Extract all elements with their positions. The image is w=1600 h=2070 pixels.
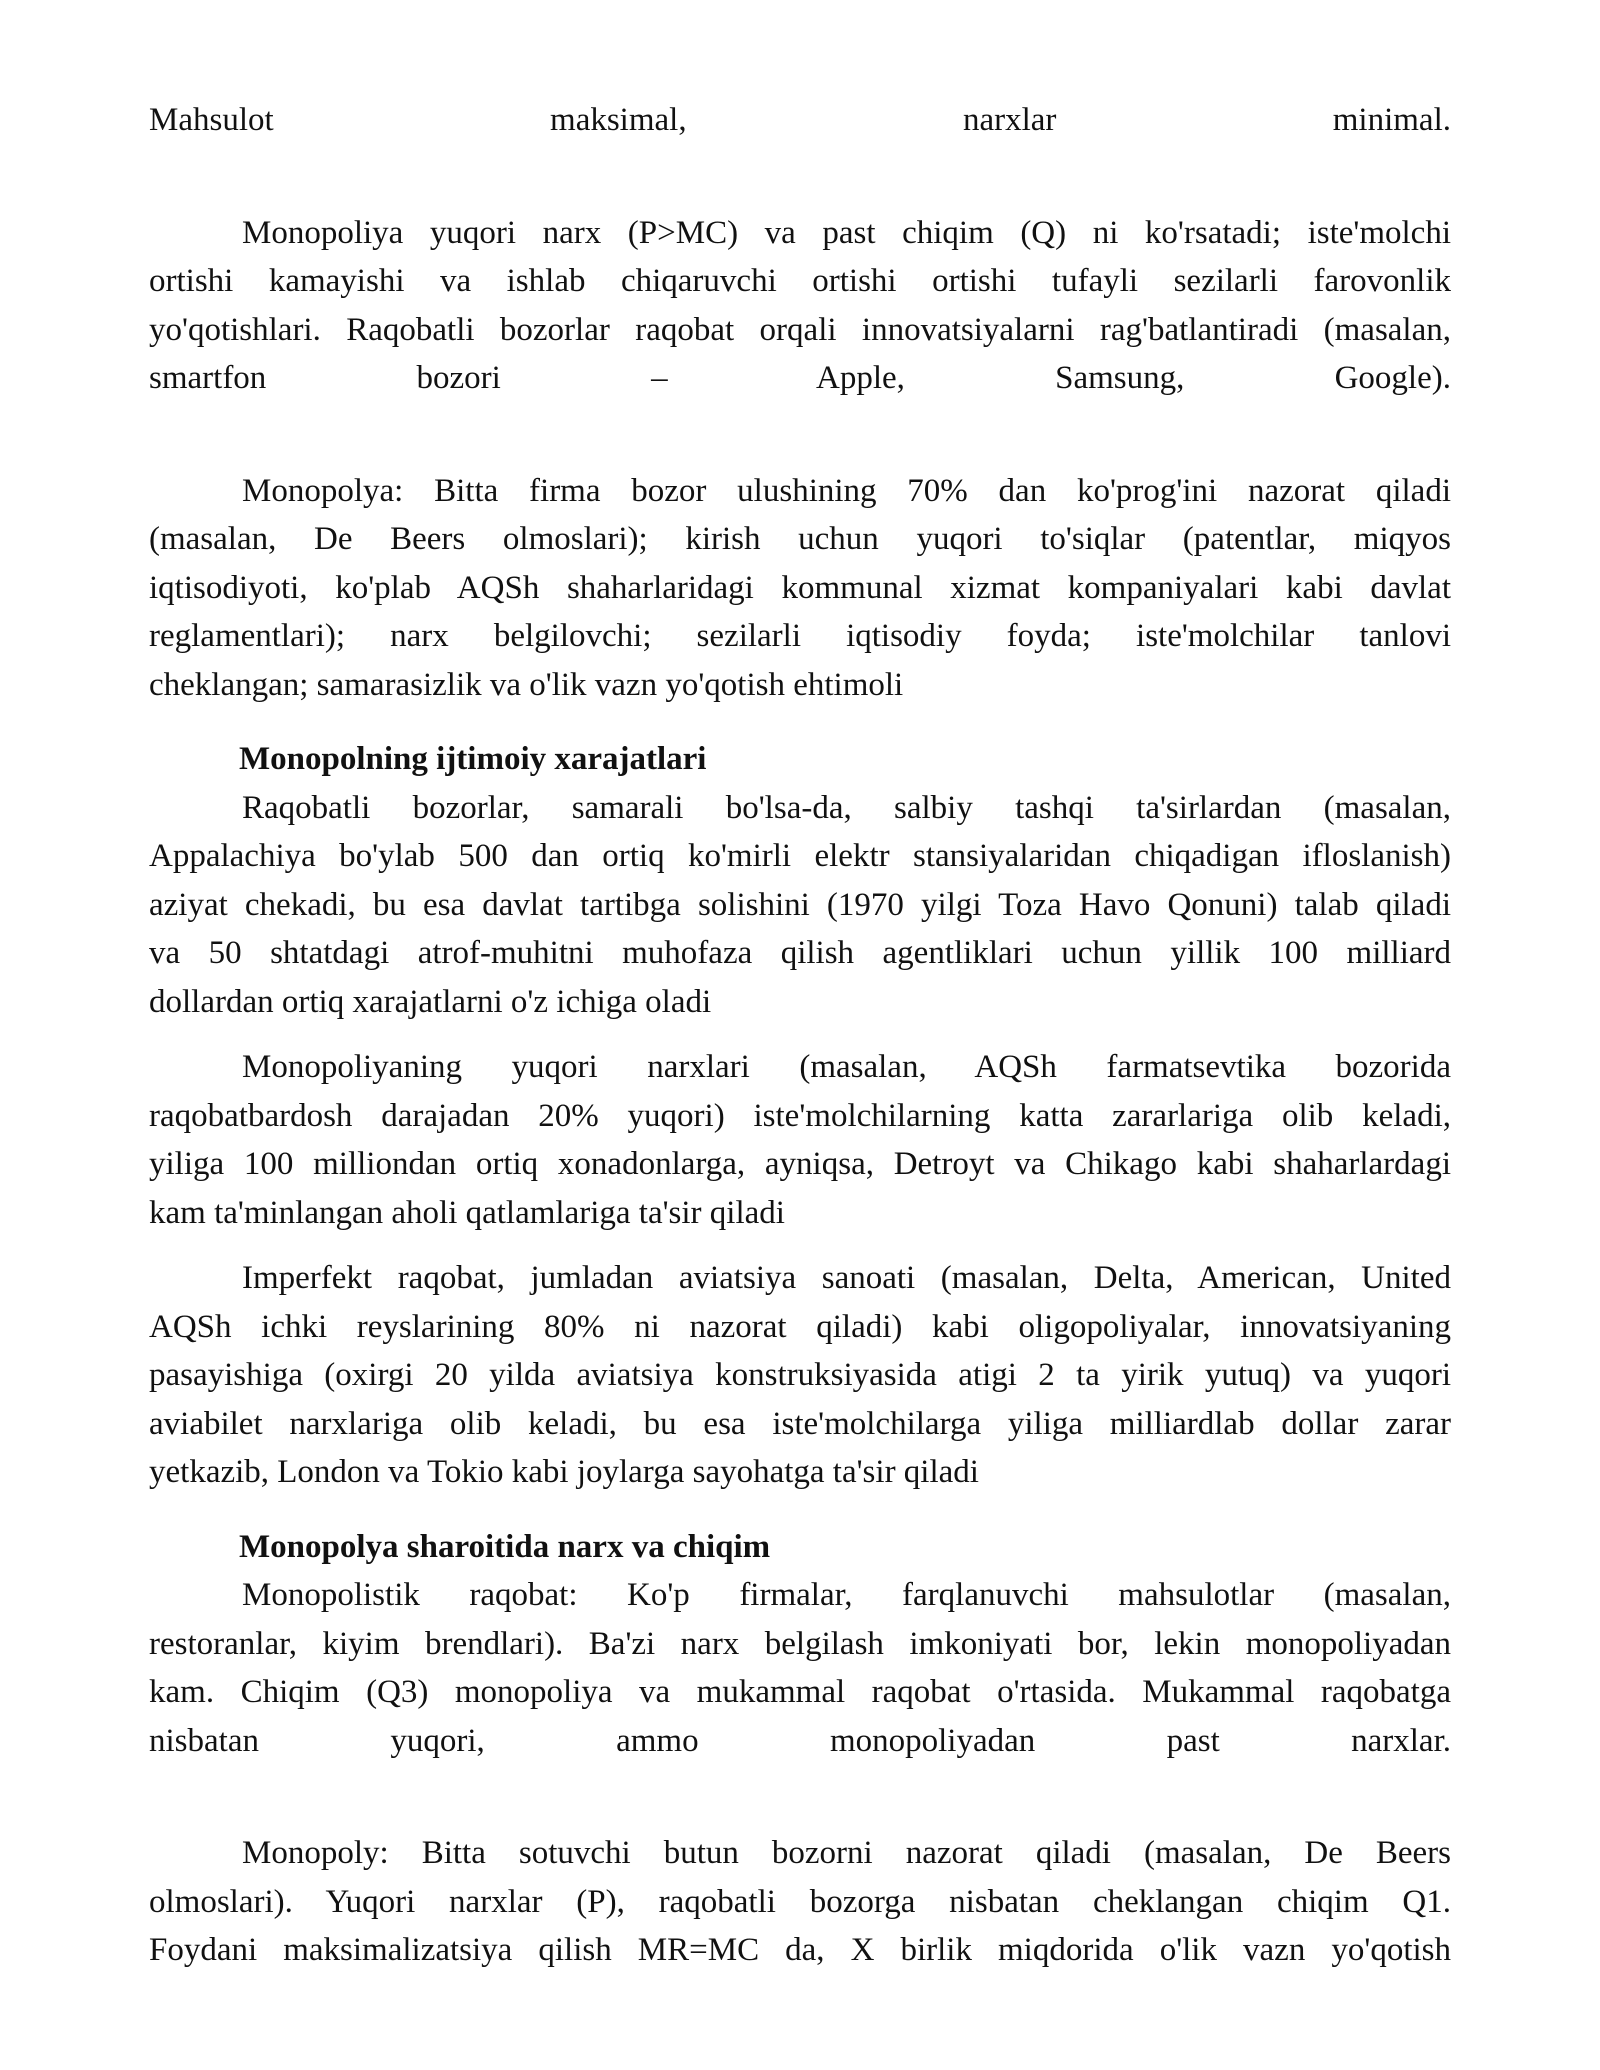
text-line: iqtisodiyoti, ko'plab AQSh shaharlaridagi kommunal xizmat kompaniyalari kabi davlat [149,569,1451,606]
paragraph [149,467,1451,710]
text-line: Mahsulot maksimal, narxlar minimal. [149,102,1451,138]
text-line: yo'qotishlari. Raqobatli bozorlar raqobat orqali innovatsiyalarni rag'batlantiradi (masalan, [149,311,1451,348]
text-line: pasayishiga (oxirgi 20 yilda aviatsiya konstruksiyasida atigi 2 ta yirik yutuq) va yuqori [149,1357,1451,1393]
text-line: Monopoliya yuqori narx (P>MC) va past chiqim (Q) ni ko'rsatadi; iste'molchi [242,214,1451,251]
text-line: Monopoliyaning yuqori narxlari (masalan, AQSh farmatsevtika bozorida [242,1049,1451,1085]
text-line: aziyat chekadi, bu esa davlat tartibga solishini (1970 yilgi Toza Havo Qonuni) talab qiladi [149,886,1451,923]
paragraph [149,1571,1451,1765]
text-line: nisbatan yuqori, ammo monopoliyadan past narxlar. [149,1722,1451,1759]
text-line: va 50 shtatdagi atrof-muhitni muhofaza qilish agentliklari uchun yillik 100 milliard [149,935,1451,971]
text-line: Monopolya: Bitta firma bozor ulushining 70% dan ko'prog'ini nazorat qiladi [242,472,1451,509]
text-line: smartfon bozori – Apple, Samsung, Google). [149,360,1451,396]
section-heading: Monopolning ijtimoiy xarajatlari [239,741,707,777]
paragraph [149,209,1451,403]
text-line: dollardan ortiq xarajatlarni o'z ichiga oladi [149,983,712,1020]
text-line: restoranlar, kiyim brendlari). Ba'zi narx belgilash imkoniyati bor, lekin monopoliyadan [149,1625,1451,1662]
text-line: yiliga 100 milliondan ortiq xonadonlarga, ayniqsa, Detroyt va Chikago kabi shaharlardagi [149,1146,1451,1182]
text-line: ortishi kamayishi va ishlab chiqaruvchi ortishi ortishi tufayli sezilarli farovonlik [149,263,1451,299]
paragraph [149,1043,1451,1237]
text-line: raqobatbardosh darajadan 20% yuqori) iste'molchilarning katta zararlariga olib keladi, [149,1097,1451,1134]
paragraph [149,96,1451,145]
paragraph [149,784,1451,1027]
paragraph [149,1829,1451,1975]
text-line: aviabilet narxlariga olib keladi, bu esa iste'molchilarga yiliga milliardlab dollar zarar [149,1405,1451,1442]
text-line: Foydani maksimalizatsiya qilish MR=MC da, X birlik miqdorida o'lik vazn yo'qotish [149,1932,1451,1968]
text-line: Monopoly: Bitta sotuvchi butun bozorni nazorat qiladi (masalan, De Beers [242,1835,1451,1871]
text-line: reglamentlari); narx belgilovchi; sezilarli iqtisodiy foyda; iste'molchilar tanlovi [149,618,1451,654]
text-line: Monopolistik raqobat: Ko'p firmalar, farqlanuvchi mahsulotlar (masalan, [242,1577,1451,1613]
text-line: AQSh ichki reyslarining 80% ni nazorat qiladi) kabi oligopoliyalar, innovatsiyaning [149,1308,1451,1345]
document-page [149,96,1451,1975]
section-heading: Monopolya sharoitida narx va chiqim [239,1528,771,1565]
text-line: cheklangan; samarasizlik va o'lik vazn yo'qotish ehtimoli [149,666,904,703]
text-line: (masalan, De Beers olmoslari); kirish uchun yuqori to'siqlar (patentlar, miqyos [149,521,1451,557]
text-line: kam. Chiqim (Q3) monopoliya va mukammal raqobat o'rtasida. Mukammal raqobatga [149,1674,1451,1710]
text-line: kam ta'minlangan aholi qatlamlariga ta'sir qiladi [149,1194,785,1231]
text-line: Appalachiya bo'ylab 500 dan ortiq ko'mirli elektr stansiyalaridan chiqadigan ifloslanish) [149,838,1451,874]
paragraph [149,1254,1451,1497]
text-line: Imperfekt raqobat, jumladan aviatsiya sanoati (masalan, Delta, American, United [242,1260,1451,1296]
text-line: yetkazib, London va Tokio kabi joylarga sayohatga ta'sir qiladi [149,1454,979,1490]
text-line: olmoslari). Yuqori narxlar (P), raqobatli bozorga nisbatan cheklangan chiqim Q1. [149,1883,1451,1920]
text-line: Raqobatli bozorlar, samarali bo'lsa-da, salbiy tashqi ta'sirlardan (masalan, [242,789,1451,826]
